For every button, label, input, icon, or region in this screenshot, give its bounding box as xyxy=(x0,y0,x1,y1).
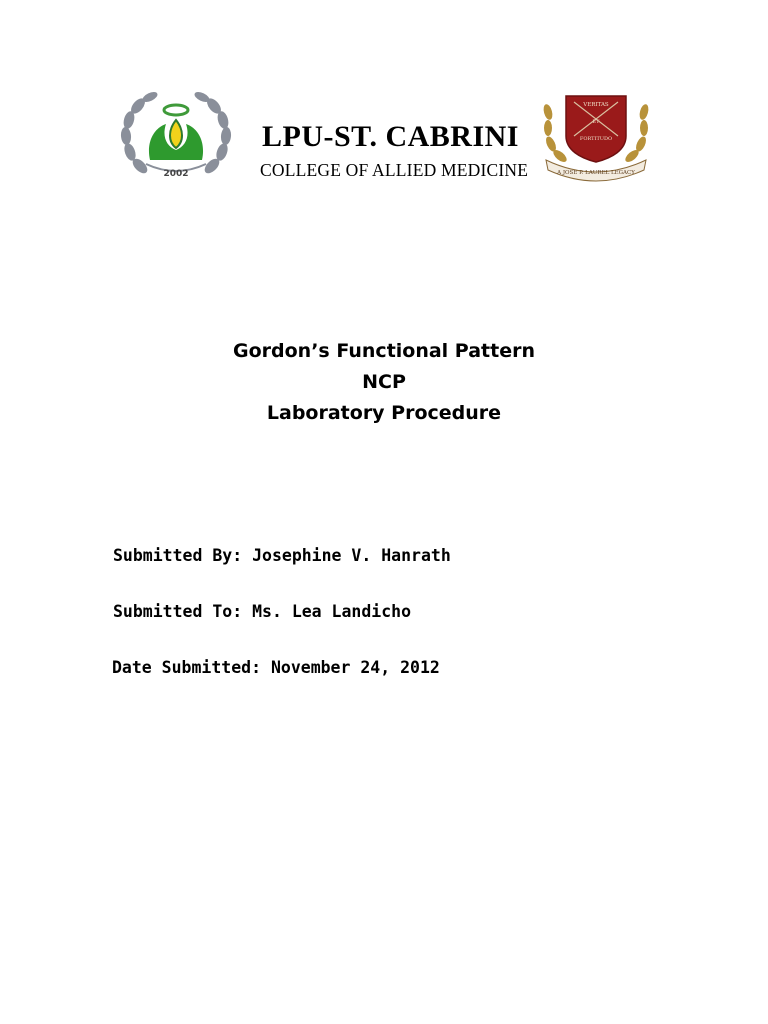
date-submitted-label: Date Submitted: xyxy=(112,658,262,677)
date-submitted-value: November 24, 2012 xyxy=(270,658,440,677)
institution-subtitle: COLLEGE OF ALLIED MEDICINE xyxy=(260,160,529,180)
svg-text:A JOSE P. LAUREL LEGACY: A JOSE P. LAUREL LEGACY xyxy=(557,170,635,176)
submitted-to-value: Ms. Lea Landicho xyxy=(252,602,412,621)
date-submitted-row xyxy=(112,656,451,712)
svg-text:FORTITUDO: FORTITUDO xyxy=(579,136,613,142)
submitted-by-value: Josephine V. Hanrath xyxy=(252,546,451,565)
institution-name: LPU-ST. CABRINI xyxy=(262,120,519,153)
crest-shield-logo-icon xyxy=(540,92,652,182)
title-line-3: Laboratory Procedure xyxy=(266,402,502,424)
submitted-by-label: Submitted By: xyxy=(113,546,243,565)
submitted-to-row xyxy=(113,600,451,656)
document-header xyxy=(0,0,768,200)
title-line-2: NCP xyxy=(362,371,406,393)
submitted-to-label: Submitted To: xyxy=(113,602,243,621)
laurel-seal-logo-icon xyxy=(116,90,236,185)
svg-text:VERITAS: VERITAS xyxy=(583,102,609,108)
svg-text:ET: ET xyxy=(592,119,600,125)
submission-info xyxy=(113,544,451,712)
submitted-by-row xyxy=(113,544,451,600)
document-titles xyxy=(0,336,768,429)
logo-year: 2002 xyxy=(163,169,189,179)
title-line-1: Gordon’s Functional Pattern xyxy=(233,340,535,362)
